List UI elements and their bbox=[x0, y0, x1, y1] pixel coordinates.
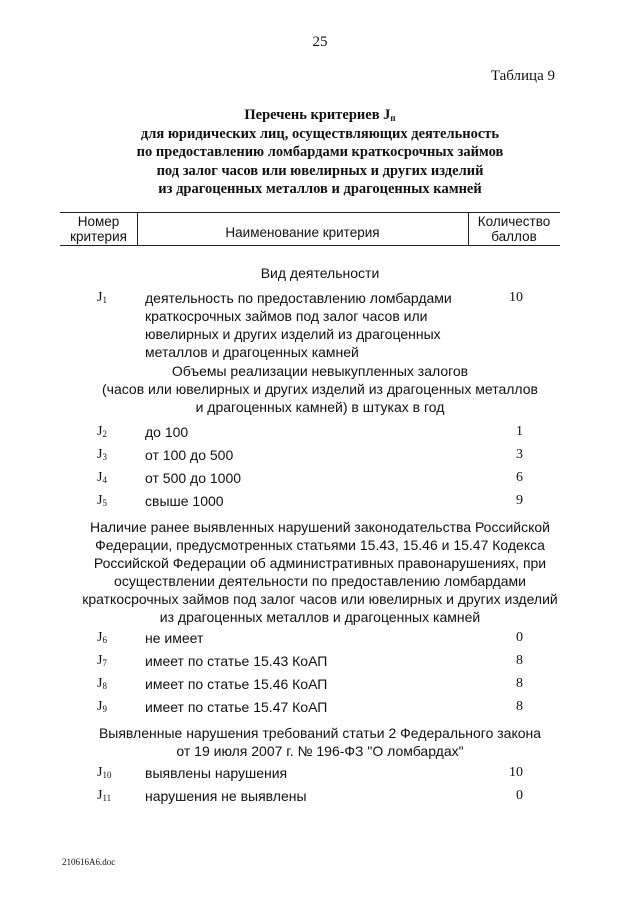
section-heading-line: Наличие ранее выявленных нарушений законодательства Российской bbox=[89, 519, 550, 535]
criterion-code bbox=[97, 629, 107, 647]
criterion-code bbox=[97, 423, 107, 441]
code-letter: J bbox=[97, 676, 103, 691]
title-line bbox=[60, 106, 580, 125]
section-heading bbox=[80, 264, 560, 282]
criterion-description: от 500 до 1000 bbox=[145, 470, 242, 486]
header-points-line: Количество bbox=[477, 214, 551, 229]
section-heading-line: краткосрочных займов под залог часов или ювелирных и других изделий bbox=[82, 591, 558, 607]
criterion-points: 10 bbox=[509, 290, 523, 305]
criterion-points: 3 bbox=[516, 447, 523, 462]
criterion-description: от 100 до 500 bbox=[145, 447, 234, 463]
page-number: 25 bbox=[312, 34, 328, 50]
criterion-description: свыше 1000 bbox=[145, 493, 224, 509]
code-letter: J bbox=[97, 447, 103, 462]
title-prefix: Перечень критериев J bbox=[244, 107, 391, 123]
code-index: 4 bbox=[102, 475, 107, 485]
table-header bbox=[60, 212, 560, 246]
title-line: под залог часов или ювелирных и других изделий bbox=[156, 162, 484, 179]
code-index: 6 bbox=[102, 635, 107, 645]
criterion-description: выявлены нарушения bbox=[145, 765, 288, 781]
table-label: Таблица 9 bbox=[490, 68, 555, 84]
code-index: 11 bbox=[102, 793, 112, 803]
criterion-description: имеет по статье 15.47 КоАП bbox=[145, 699, 328, 715]
criterion-points: 1 bbox=[516, 424, 523, 439]
header-code-cell bbox=[60, 212, 137, 246]
criterion-points: 0 bbox=[516, 788, 523, 803]
criterion-code bbox=[97, 787, 111, 805]
section-heading-line: и драгоценных камней) в штуках в год bbox=[195, 399, 445, 415]
criterion-code bbox=[97, 675, 107, 693]
header-code-line: Номер bbox=[77, 214, 120, 229]
section-heading-line: осуществлении деятельности по предоставлению ломбардами bbox=[114, 573, 526, 589]
criterion-points: 8 bbox=[516, 699, 523, 714]
section-heading-line: от 19 июля 2007 г. № 196-ФЗ "О ломбардах" bbox=[176, 743, 464, 759]
code-index: 3 bbox=[102, 452, 107, 462]
criterion-description: не имеет bbox=[145, 630, 204, 646]
criterion-description: нарушения не выявлены bbox=[145, 788, 307, 804]
criterion-points: 10 bbox=[509, 765, 523, 780]
criterion-points: 8 bbox=[516, 653, 523, 668]
title-subscript: п bbox=[390, 113, 396, 123]
criterion-code bbox=[97, 698, 107, 716]
code-letter: J bbox=[97, 424, 103, 439]
header-code-line: критерия bbox=[70, 229, 127, 244]
header-name-cell: Наименование критерия bbox=[225, 224, 380, 240]
section-heading bbox=[70, 518, 570, 626]
table-title bbox=[60, 106, 580, 199]
code-letter: J bbox=[97, 653, 103, 668]
footer-filename: 210616А6.doc bbox=[62, 857, 116, 867]
code-index: 2 bbox=[102, 429, 107, 439]
section-heading-line: Объемы реализации невыкупленных залогов bbox=[171, 363, 469, 379]
criterion-points: 6 bbox=[516, 470, 523, 485]
criterion-code bbox=[97, 492, 107, 510]
code-letter: J bbox=[97, 290, 103, 305]
code-letter: J bbox=[97, 630, 103, 645]
criterion-description: деятельность по предоставлению ломбардами краткосрочных займов под залог часов или ювелирных и других изделий из драгоценных металлов и драгоценных камней bbox=[145, 290, 452, 360]
title-line: для юридических лиц, осуществляющих деятельность bbox=[140, 125, 500, 142]
header-points-line: баллов bbox=[491, 229, 537, 244]
criterion-points: 8 bbox=[516, 676, 523, 691]
criterion-code bbox=[97, 652, 107, 670]
criterion-description: имеет по статье 15.46 КоАП bbox=[145, 676, 328, 692]
code-index: 5 bbox=[102, 498, 107, 508]
code-letter: J bbox=[97, 493, 103, 508]
criterion-description: имеет по статье 15.43 КоАП bbox=[145, 653, 328, 669]
criterion-points: 0 bbox=[516, 630, 523, 645]
code-index: 7 bbox=[102, 658, 107, 668]
code-letter: J bbox=[97, 699, 103, 714]
criterion-code bbox=[97, 469, 107, 487]
code-index: 8 bbox=[102, 681, 107, 691]
criterion-code bbox=[97, 289, 107, 307]
title-line: по предоставлению ломбардами краткосрочных займов bbox=[136, 144, 504, 160]
section-heading-line: из драгоценных металлов и драгоценных камней bbox=[159, 609, 481, 625]
code-letter: J bbox=[97, 765, 103, 780]
section-heading-line: Российской Федерации об административных правонарушениях, при bbox=[93, 555, 547, 571]
header-points-cell bbox=[468, 212, 560, 246]
section-heading-line: Вид деятельности bbox=[260, 265, 380, 281]
criterion-points: 9 bbox=[516, 493, 523, 508]
criterion-description: до 100 bbox=[145, 424, 189, 440]
code-index: 9 bbox=[102, 704, 107, 714]
criterion-code bbox=[97, 764, 111, 782]
section-heading bbox=[80, 362, 560, 416]
code-letter: J bbox=[97, 470, 103, 485]
criterion-code bbox=[97, 446, 107, 464]
code-index: 1 bbox=[102, 295, 107, 305]
code-index: 10 bbox=[102, 770, 112, 780]
section-heading-line: (часов или ювелирных и других изделий из драгоценных металлов bbox=[102, 381, 538, 397]
code-letter: J bbox=[97, 788, 103, 803]
section-heading bbox=[70, 724, 570, 760]
section-heading-line: Федерации, предусмотренных статьями 15.43, 15.46 и 15.47 Кодекса bbox=[95, 537, 545, 553]
title-line: из драгоценных металлов и драгоценных камней bbox=[158, 181, 482, 197]
section-heading-line: Выявленные нарушения требований статьи 2 Федерального закона bbox=[98, 725, 542, 741]
